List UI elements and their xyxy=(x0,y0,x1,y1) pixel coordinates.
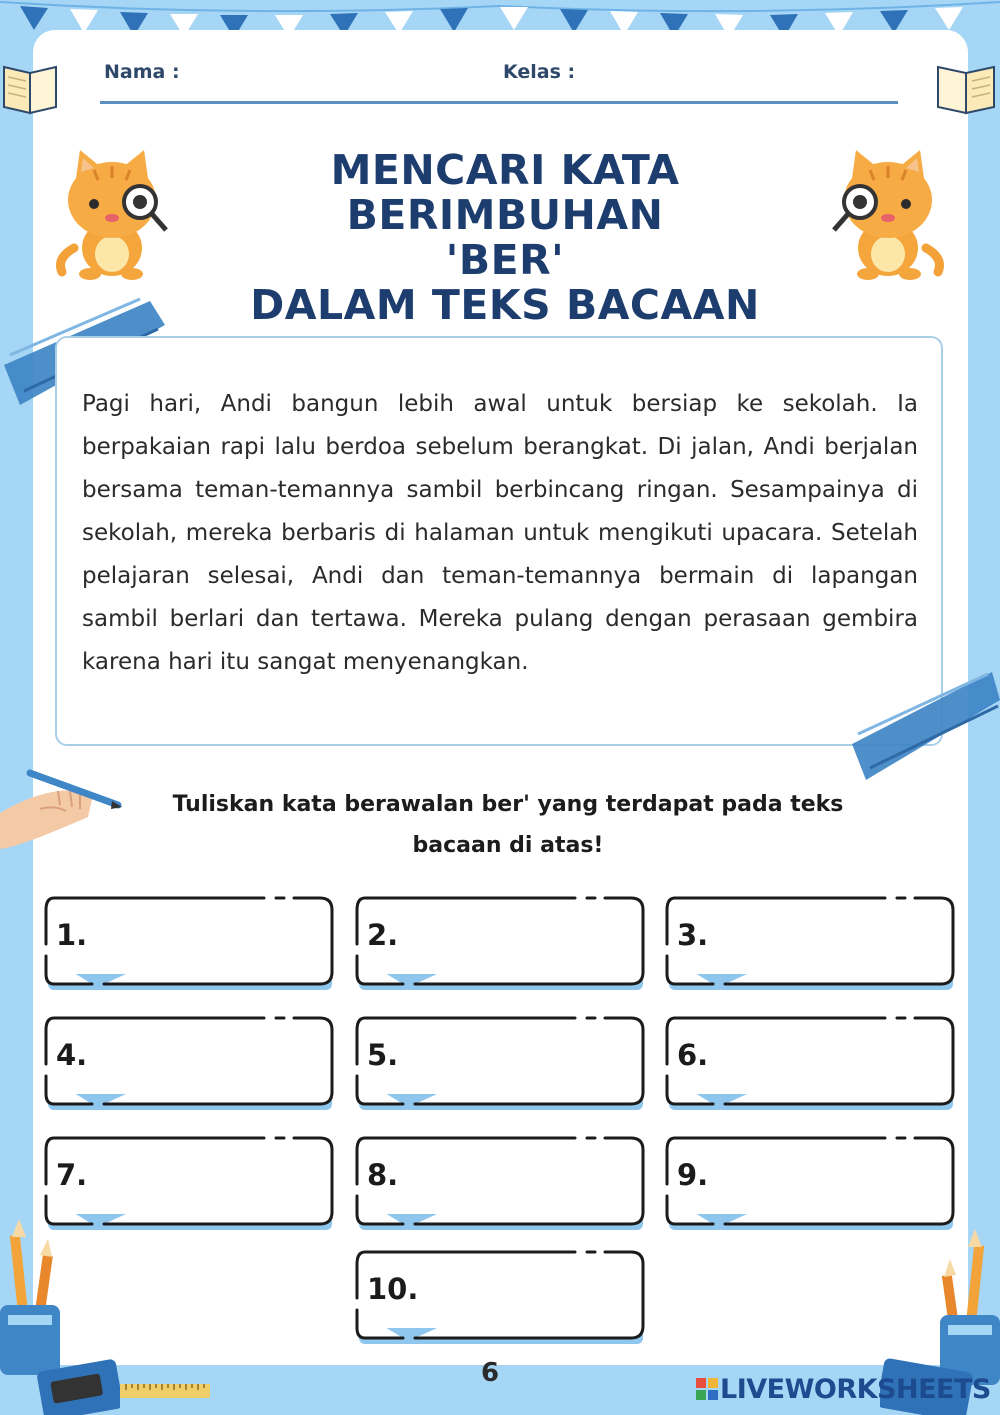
stationery-decoration xyxy=(0,1215,120,1415)
answer-number: 7. xyxy=(56,1158,88,1192)
instruction-line-1: Tuliskan kata berawalan ber' yang terdapat pada teks xyxy=(172,792,844,817)
title-line-2: 'BER' xyxy=(445,236,565,284)
name-label: Nama : xyxy=(104,61,180,83)
answer-number: 6. xyxy=(677,1038,709,1072)
answer-number: 8. xyxy=(367,1158,399,1192)
title-line-1: MENCARI KATA BERIMBUHAN xyxy=(330,146,680,239)
answer-input[interactable] xyxy=(102,920,321,962)
instruction-line-2: bacaan di atas! xyxy=(412,833,604,858)
reading-passage: Pagi hari, Andi bangun lebih awal untuk bersiap ke sekolah. Ia berpakaian rapi lalu berdoa sebelum berangkat. Di jalan, Andi berjalan bersama teman-temannya sambil berbincang ringan. Sesampainya di sekolah, mereka berbaris di halaman untuk mengikuti upacara. Setelah pelajaran selesai, Andi dan teman-temannya bermain di lapangan sambil berlari dan tertawa. Mereka pulang dengan perasaan gembira karena hari itu sangat menyenangkan. xyxy=(82,391,918,675)
book-icon xyxy=(0,55,62,117)
book-icon xyxy=(932,55,998,117)
title-line-3: DALAM TEKS BACAAN xyxy=(250,281,760,329)
answer-box-10 xyxy=(355,1250,645,1348)
answer-number: 2. xyxy=(367,918,399,952)
answer-number: 5. xyxy=(367,1038,399,1072)
ruler-icon xyxy=(120,1384,210,1398)
answer-box-1 xyxy=(44,896,334,994)
liveworksheets-brand[interactable] xyxy=(696,1374,991,1405)
answer-number: 3. xyxy=(677,918,709,952)
answer-input[interactable] xyxy=(723,920,942,962)
answer-input[interactable] xyxy=(413,1160,632,1202)
answer-box-4 xyxy=(44,1016,334,1114)
answer-input[interactable] xyxy=(102,1160,321,1202)
answer-number: 10. xyxy=(367,1272,419,1306)
answer-box-5 xyxy=(355,1016,645,1114)
answer-input[interactable] xyxy=(413,920,632,962)
liveworksheets-logo-icon xyxy=(696,1378,718,1400)
hand-pencil-icon xyxy=(0,765,125,855)
brush-stroke-decoration xyxy=(850,668,1000,788)
answer-box-3 xyxy=(665,896,955,994)
answer-box-9 xyxy=(665,1136,955,1234)
answer-number: 9. xyxy=(677,1158,709,1192)
class-label: Kelas : xyxy=(503,61,576,83)
header-divider xyxy=(100,101,898,104)
cat-magnifier-icon xyxy=(826,148,946,280)
answer-box-8 xyxy=(355,1136,645,1234)
answer-box-6 xyxy=(665,1016,955,1114)
instruction-text xyxy=(118,784,898,866)
answer-input[interactable] xyxy=(413,1040,632,1082)
answer-box-2 xyxy=(355,896,645,994)
worksheet-title xyxy=(170,148,840,328)
cat-magnifier-icon xyxy=(54,148,174,280)
brand-text: LIVEWORKSHEETS xyxy=(720,1374,991,1405)
answer-input[interactable] xyxy=(723,1040,942,1082)
answer-input[interactable] xyxy=(413,1274,632,1316)
answer-input[interactable] xyxy=(723,1160,942,1202)
answer-number: 1. xyxy=(56,918,88,952)
page-number: 6 xyxy=(480,1358,500,1388)
answer-input[interactable] xyxy=(102,1040,321,1082)
answer-number: 4. xyxy=(56,1038,88,1072)
